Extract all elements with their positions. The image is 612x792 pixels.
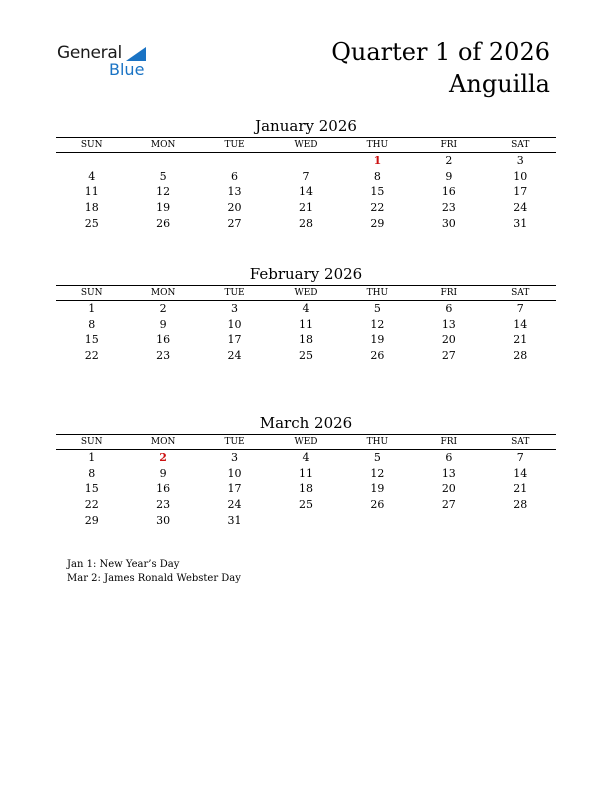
holiday-note: Jan 1: New Year’s Day <box>67 559 180 570</box>
weekday-label: MON <box>150 140 176 150</box>
weekday-label: WED <box>294 140 318 150</box>
day-cell <box>342 513 413 529</box>
logo-blue-text: Blue <box>109 60 145 79</box>
day-cell: 1 <box>88 302 96 315</box>
day-cell: 24 <box>227 498 242 512</box>
day-cell: 23 <box>156 498 171 512</box>
day-cell: 8 <box>88 466 96 480</box>
day-cell: 14 <box>298 185 313 199</box>
day-cell: 24 <box>227 349 242 363</box>
day-cell: 3 <box>231 451 239 464</box>
weekday-label: SUN <box>80 437 103 447</box>
day-cell: 2 <box>445 154 453 167</box>
day-cell: 7 <box>302 169 310 183</box>
month-february <box>56 264 556 364</box>
weekday-label: SAT <box>511 140 530 150</box>
week-row <box>56 332 556 348</box>
day-cell: 9 <box>159 466 167 480</box>
day-cell: 2 <box>159 302 167 315</box>
day-cell: 14 <box>513 317 528 331</box>
weekday-label: TUE <box>224 140 245 150</box>
weekday-label: FRI <box>440 437 458 447</box>
day-cell: 25 <box>298 349 313 363</box>
week-row <box>56 513 556 529</box>
day-cell: 19 <box>370 482 385 496</box>
day-cell: 26 <box>370 349 385 363</box>
day-cell: 31 <box>513 216 528 230</box>
weekday-label: TUE <box>224 288 245 298</box>
logo-flag-icon <box>126 47 146 61</box>
weekday-label: THU <box>366 437 389 447</box>
day-cell: 28 <box>513 498 528 512</box>
weekday-label: SAT <box>511 437 530 447</box>
weekday-label: TUE <box>224 437 245 447</box>
day-cell: 21 <box>298 201 313 215</box>
day-cell: 16 <box>156 333 171 347</box>
month-title: February 2026 <box>249 265 363 283</box>
weekday-label: FRI <box>440 288 458 298</box>
day-cell: 10 <box>513 169 528 183</box>
day-cell: 11 <box>84 185 99 199</box>
day-cell: 23 <box>441 201 456 215</box>
month-january <box>56 116 556 231</box>
day-cell: 13 <box>441 317 456 331</box>
page-title: Quarter 1 of 2026 <box>331 38 550 66</box>
day-cell: 29 <box>370 216 385 230</box>
day-cell: 5 <box>373 451 381 464</box>
day-cell: 15 <box>84 482 99 496</box>
day-cell: 14 <box>513 466 528 480</box>
general-blue-logo <box>57 43 157 83</box>
weekday-header <box>56 285 556 301</box>
day-cell: 28 <box>513 349 528 363</box>
day-cell: 28 <box>298 216 313 230</box>
holiday-day-cell: 1 <box>373 154 382 167</box>
day-cell: 22 <box>370 201 385 215</box>
weekday-label: THU <box>366 140 389 150</box>
day-cell <box>127 153 198 169</box>
day-cell: 12 <box>370 466 385 480</box>
day-cell <box>270 513 341 529</box>
day-cell: 18 <box>298 482 313 496</box>
day-cell: 12 <box>370 317 385 331</box>
weekday-label: WED <box>294 437 318 447</box>
day-cell: 12 <box>156 185 171 199</box>
weekday-label: MON <box>150 288 176 298</box>
week-row <box>56 301 556 317</box>
day-cell: 21 <box>513 482 528 496</box>
week-row <box>56 466 556 482</box>
weekday-label: SUN <box>80 288 103 298</box>
weekday-label: SUN <box>80 140 103 150</box>
day-cell: 7 <box>516 451 524 464</box>
day-cell: 27 <box>227 216 242 230</box>
month-title: January 2026 <box>255 117 357 135</box>
day-cell: 5 <box>373 302 381 315</box>
day-cell: 5 <box>159 169 167 183</box>
day-cell: 8 <box>88 317 96 331</box>
day-cell: 11 <box>298 317 313 331</box>
day-cell: 23 <box>156 349 171 363</box>
day-cell: 4 <box>88 169 96 183</box>
weekday-label: WED <box>294 288 318 298</box>
weekday-label: THU <box>366 288 389 298</box>
day-cell: 17 <box>227 482 242 496</box>
weekday-header <box>56 434 556 450</box>
day-cell: 16 <box>441 185 456 199</box>
day-cell: 26 <box>370 498 385 512</box>
day-cell: 20 <box>227 201 242 215</box>
day-cell: 9 <box>445 169 453 183</box>
day-cell <box>485 513 556 529</box>
day-cell: 30 <box>441 216 456 230</box>
day-cell: 13 <box>441 466 456 480</box>
holiday-note: Mar 2: James Ronald Webster Day <box>67 573 241 584</box>
day-cell: 20 <box>441 333 456 347</box>
day-cell: 16 <box>156 482 171 496</box>
day-cell <box>56 153 127 169</box>
day-cell: 10 <box>227 466 242 480</box>
month-title: March 2026 <box>259 414 353 432</box>
day-cell: 25 <box>84 216 99 230</box>
day-cell: 13 <box>227 185 242 199</box>
day-cell: 9 <box>159 317 167 331</box>
week-row <box>56 184 556 200</box>
day-cell: 3 <box>231 302 239 315</box>
day-cell: 26 <box>156 216 171 230</box>
day-cell: 3 <box>516 154 524 167</box>
day-cell: 4 <box>302 451 310 464</box>
day-cell: 20 <box>441 482 456 496</box>
week-row <box>56 200 556 216</box>
day-cell: 18 <box>298 333 313 347</box>
day-cell: 11 <box>298 466 313 480</box>
week-row <box>56 153 556 169</box>
day-cell: 31 <box>227 513 242 527</box>
week-row <box>56 216 556 232</box>
day-cell: 6 <box>445 451 453 464</box>
weekday-header <box>56 137 556 153</box>
day-cell: 1 <box>88 451 96 464</box>
day-cell: 4 <box>302 302 310 315</box>
week-row <box>56 348 556 364</box>
day-cell <box>270 153 341 169</box>
day-cell: 17 <box>513 185 528 199</box>
holiday-notes <box>67 558 241 586</box>
day-cell: 18 <box>84 201 99 215</box>
day-cell: 30 <box>156 513 171 527</box>
day-cell: 24 <box>513 201 528 215</box>
day-cell: 19 <box>156 201 171 215</box>
week-row <box>56 481 556 497</box>
week-row <box>56 450 556 466</box>
logo-general-text: General <box>57 43 122 63</box>
weekday-label: MON <box>150 437 176 447</box>
page-subtitle-country: Anguilla <box>449 70 550 98</box>
day-cell <box>199 153 270 169</box>
day-cell: 29 <box>84 513 99 527</box>
day-cell: 17 <box>227 333 242 347</box>
day-cell: 15 <box>84 333 99 347</box>
day-cell: 6 <box>231 169 239 183</box>
day-cell: 15 <box>370 185 385 199</box>
month-march <box>56 413 556 528</box>
day-cell: 19 <box>370 333 385 347</box>
day-cell: 22 <box>84 498 99 512</box>
day-cell: 7 <box>516 302 524 315</box>
week-row <box>56 169 556 185</box>
week-row <box>56 497 556 513</box>
day-cell <box>413 513 484 529</box>
day-cell: 10 <box>227 317 242 331</box>
weekday-label: SAT <box>511 288 530 298</box>
day-cell: 27 <box>441 498 456 512</box>
day-cell: 6 <box>445 302 453 315</box>
day-cell: 22 <box>84 349 99 363</box>
day-cell: 27 <box>441 349 456 363</box>
weekday-label: FRI <box>440 140 458 150</box>
day-cell: 21 <box>513 333 528 347</box>
week-row <box>56 317 556 333</box>
day-cell: 8 <box>373 169 381 183</box>
day-cell: 25 <box>298 498 313 512</box>
holiday-day-cell: 2 <box>159 451 167 464</box>
